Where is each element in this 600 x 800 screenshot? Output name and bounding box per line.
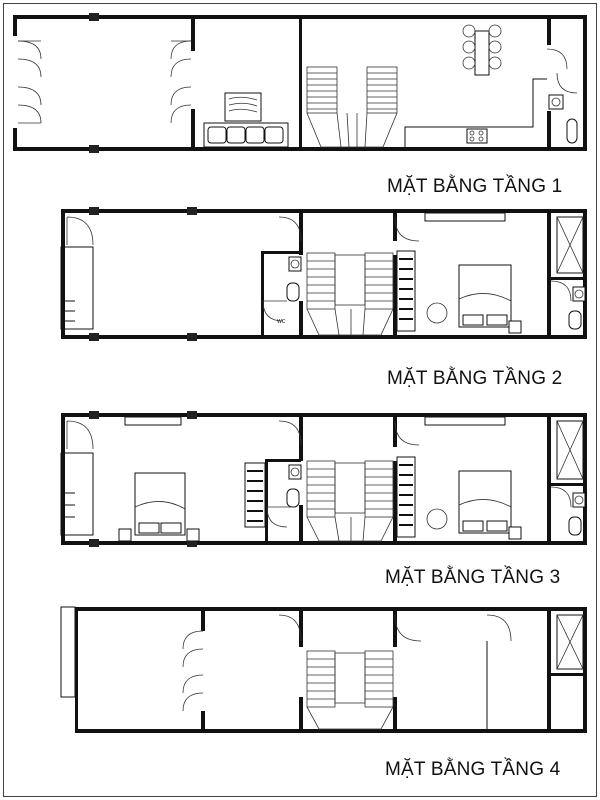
- wc-label: WC: [277, 319, 286, 325]
- floor-4-plan: [61, 607, 587, 733]
- floor-plans-svg: [4, 4, 596, 796]
- drawing-sheet: [3, 3, 597, 797]
- floor-3-caption: MẶT BẰNG TẦNG 3: [385, 567, 561, 588]
- floor-4-caption: MẶT BẰNG TẦNG 4: [385, 759, 561, 780]
- floor-1-caption: MẶT BẰNG TẦNG 1: [387, 176, 563, 197]
- floor-2-caption: MẶT BẰNG TẦNG 2: [387, 368, 563, 389]
- floor-1-plan: [12, 13, 587, 153]
- floor-3-plan: [61, 411, 587, 547]
- floor-2-plan: [61, 207, 587, 341]
